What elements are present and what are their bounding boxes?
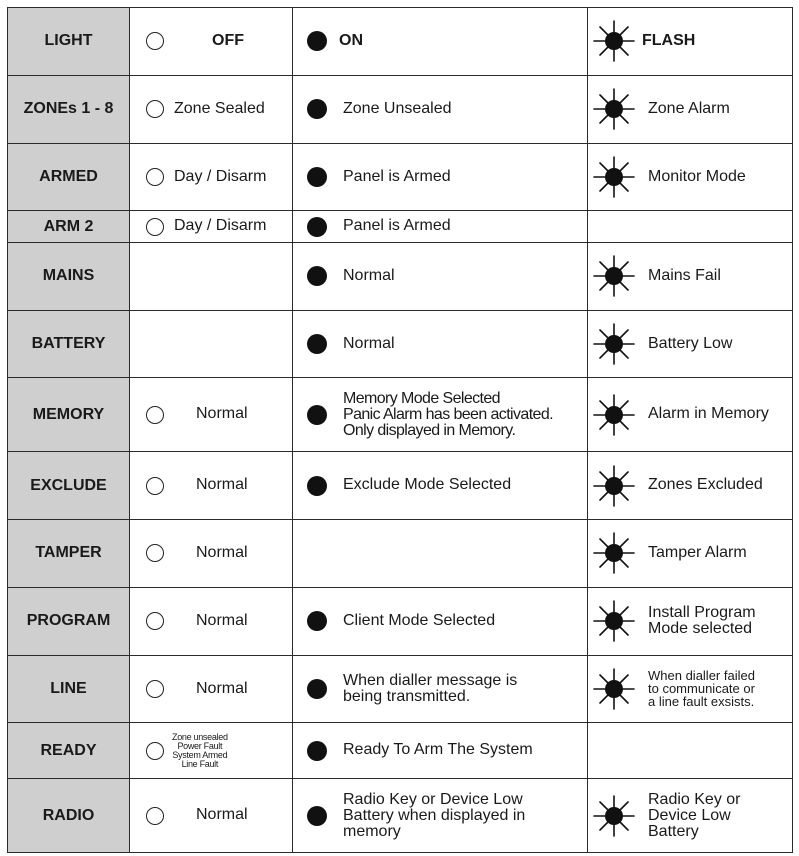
empty-circle-icon bbox=[146, 477, 164, 495]
flash-description: Zones Excluded bbox=[648, 476, 763, 494]
on-description-line: Panic Alarm has been activated. bbox=[343, 405, 553, 423]
flash-description: Battery Low bbox=[648, 334, 733, 352]
flash-cell-content bbox=[588, 723, 792, 778]
status-row bbox=[8, 779, 793, 853]
flash-description bbox=[648, 605, 756, 637]
header-light: LIGHT bbox=[8, 8, 130, 76]
on-cell-content bbox=[293, 76, 587, 143]
flashing-star-icon bbox=[592, 322, 636, 366]
flashing-star-icon bbox=[592, 464, 636, 508]
light-name-armed: ARMED bbox=[8, 143, 130, 211]
filled-circle-icon bbox=[307, 741, 327, 761]
off-description: Normal bbox=[196, 544, 248, 561]
status-row bbox=[8, 378, 793, 452]
off-cell bbox=[130, 779, 293, 853]
off-cell bbox=[130, 242, 293, 310]
empty-circle-icon bbox=[146, 612, 164, 630]
off-cell-content bbox=[130, 378, 292, 451]
light-name-memory: MEMORY bbox=[8, 378, 130, 452]
off-cell-content bbox=[130, 311, 292, 378]
light-name-program: PROGRAM bbox=[8, 587, 130, 655]
flash-cell-content bbox=[588, 452, 792, 519]
flash-cell bbox=[588, 75, 793, 143]
on-description: Normal bbox=[343, 334, 395, 352]
off-description: Normal bbox=[196, 806, 248, 824]
on-cell-content bbox=[293, 211, 587, 242]
flash-description-line: Install Program bbox=[648, 604, 756, 622]
on-description-line: Memory Mode Selected bbox=[343, 389, 500, 407]
off-description-line: System Armed bbox=[172, 749, 228, 760]
flash-cell bbox=[588, 779, 793, 853]
on-description-line: Radio Key or Device Low bbox=[343, 790, 523, 808]
off-description-line: Line Fault bbox=[181, 758, 219, 769]
on-description: Ready To Arm The System bbox=[343, 741, 533, 759]
flash-cell bbox=[588, 587, 793, 655]
flash-cell-content bbox=[588, 144, 792, 211]
flashing-star-icon bbox=[592, 794, 636, 838]
status-row bbox=[8, 242, 793, 310]
off-description: Normal bbox=[196, 679, 248, 697]
on-cell bbox=[293, 211, 588, 243]
off-cell bbox=[130, 587, 293, 655]
on-cell bbox=[293, 723, 588, 779]
off-cell bbox=[130, 75, 293, 143]
flash-cell-content bbox=[588, 779, 792, 852]
off-cell bbox=[130, 211, 293, 243]
empty-circle-icon bbox=[146, 544, 164, 562]
status-row bbox=[8, 723, 793, 779]
on-cell bbox=[293, 452, 588, 520]
flash-cell-content bbox=[588, 243, 792, 310]
off-description-line: Power Fault bbox=[177, 740, 223, 751]
off-description-line: Zone unsealed bbox=[172, 731, 228, 742]
on-cell-content bbox=[293, 378, 587, 451]
on-cell-content bbox=[293, 144, 587, 211]
flash-cell bbox=[588, 143, 793, 211]
on-cell-content bbox=[293, 243, 587, 310]
on-cell-content bbox=[293, 656, 587, 723]
on-cell-content bbox=[293, 452, 587, 519]
off-cell-content bbox=[130, 144, 292, 211]
flash-cell bbox=[588, 310, 793, 378]
filled-circle-icon bbox=[307, 99, 327, 119]
header-off-cell bbox=[130, 8, 293, 76]
header-on-cell bbox=[293, 8, 588, 76]
header-flash-cell bbox=[588, 8, 793, 76]
light-name-zones-1-8: ZONEs 1 - 8 bbox=[8, 75, 130, 143]
status-row bbox=[8, 75, 793, 143]
flash-description bbox=[648, 792, 741, 840]
status-row bbox=[8, 520, 793, 588]
light-name-tamper: TAMPER bbox=[8, 520, 130, 588]
flashing-star-icon bbox=[592, 599, 636, 643]
off-cell-content bbox=[130, 588, 292, 655]
on-cell-content bbox=[293, 520, 587, 587]
off-cell bbox=[130, 520, 293, 588]
flash-cell-content bbox=[588, 311, 792, 378]
on-cell bbox=[293, 378, 588, 452]
status-row bbox=[8, 587, 793, 655]
led-status-table bbox=[7, 7, 793, 853]
flash-description-line: Battery bbox=[648, 822, 699, 840]
off-description: Day / Disarm bbox=[174, 217, 267, 235]
header-on-label: ON bbox=[339, 31, 363, 49]
header-row bbox=[8, 8, 793, 76]
flash-cell bbox=[588, 378, 793, 452]
off-description: Day / Disarm bbox=[174, 167, 267, 185]
empty-circle-icon bbox=[146, 218, 164, 236]
on-cell-content bbox=[293, 588, 587, 655]
off-cell-content bbox=[130, 656, 292, 723]
off-cell bbox=[130, 378, 293, 452]
flash-description-line: to communicate or bbox=[648, 681, 755, 697]
light-name-arm-2: ARM 2 bbox=[8, 211, 130, 243]
off-description: Normal bbox=[196, 476, 248, 494]
off-cell-content bbox=[130, 723, 292, 778]
filled-circle-icon bbox=[307, 405, 327, 425]
flash-description-line: When dialler failed bbox=[648, 668, 755, 684]
status-row bbox=[8, 655, 793, 723]
empty-circle-icon bbox=[146, 742, 164, 760]
on-description: Zone Unsealed bbox=[343, 99, 452, 117]
flash-description-line: a line fault exsists. bbox=[648, 694, 755, 710]
off-cell bbox=[130, 655, 293, 723]
on-cell-content bbox=[293, 723, 587, 778]
flash-cell-content bbox=[588, 588, 792, 655]
on-description-line: being transmitted. bbox=[343, 687, 471, 705]
filled-circle-icon bbox=[307, 334, 327, 354]
flash-cell bbox=[588, 211, 793, 243]
empty-circle-icon bbox=[146, 32, 164, 50]
flash-description bbox=[648, 669, 755, 708]
on-cell-content bbox=[293, 779, 587, 852]
flash-description-line: Radio Key or bbox=[648, 790, 741, 808]
flash-description-line: Mode selected bbox=[648, 620, 753, 638]
flashing-star-icon bbox=[592, 254, 636, 298]
empty-circle-icon bbox=[146, 168, 164, 186]
flash-cell-content bbox=[588, 378, 792, 451]
off-cell bbox=[130, 310, 293, 378]
flash-cell-content bbox=[588, 520, 792, 587]
on-cell bbox=[293, 655, 588, 723]
on-cell bbox=[293, 143, 588, 211]
on-description: Panel is Armed bbox=[343, 217, 451, 235]
off-cell-content bbox=[130, 520, 292, 587]
flash-description: Monitor Mode bbox=[648, 167, 746, 185]
on-description bbox=[343, 792, 587, 840]
off-cell-content bbox=[130, 779, 292, 852]
status-row bbox=[8, 211, 793, 243]
light-name-radio: RADIO bbox=[8, 779, 130, 853]
off-cell bbox=[130, 723, 293, 779]
filled-circle-icon bbox=[307, 806, 327, 826]
off-cell bbox=[130, 452, 293, 520]
empty-circle-icon bbox=[146, 406, 164, 424]
flash-description: Alarm in Memory bbox=[648, 405, 769, 423]
flash-cell bbox=[588, 452, 793, 520]
flash-cell bbox=[588, 520, 793, 588]
flash-description: Tamper Alarm bbox=[648, 544, 747, 561]
on-description bbox=[343, 391, 553, 439]
filled-circle-icon bbox=[307, 266, 327, 286]
flashing-star-icon bbox=[592, 667, 636, 711]
on-description-line: Battery when displayed in memory bbox=[343, 806, 526, 840]
on-description-line: When dialler message is bbox=[343, 671, 518, 689]
on-cell bbox=[293, 242, 588, 310]
flash-description: Zone Alarm bbox=[648, 99, 730, 117]
off-cell bbox=[130, 143, 293, 211]
flash-cell-content bbox=[588, 211, 792, 242]
header-flash-label: FLASH bbox=[642, 31, 696, 49]
filled-circle-icon bbox=[307, 31, 327, 51]
on-cell bbox=[293, 779, 588, 853]
on-description: Normal bbox=[343, 266, 395, 284]
empty-circle-icon bbox=[146, 807, 164, 825]
light-name-ready: READY bbox=[8, 723, 130, 779]
on-description: Panel is Armed bbox=[343, 167, 451, 185]
on-description-line: Only displayed in Memory. bbox=[343, 421, 516, 439]
on-description: Client Mode Selected bbox=[343, 611, 496, 629]
light-name-battery: BATTERY bbox=[8, 310, 130, 378]
on-description bbox=[343, 673, 517, 705]
light-name-exclude: EXCLUDE bbox=[8, 452, 130, 520]
flash-cell bbox=[588, 655, 793, 723]
on-cell bbox=[293, 310, 588, 378]
flashing-star-icon bbox=[592, 531, 636, 575]
on-cell-content bbox=[293, 311, 587, 378]
header-off-label: OFF bbox=[212, 31, 244, 49]
status-row bbox=[8, 452, 793, 520]
filled-circle-icon bbox=[307, 476, 327, 496]
empty-circle-icon bbox=[146, 100, 164, 118]
flash-description: Mains Fail bbox=[648, 266, 721, 284]
flash-cell-content bbox=[588, 76, 792, 143]
flashing-star-icon bbox=[592, 19, 636, 63]
on-cell bbox=[293, 587, 588, 655]
off-cell-content bbox=[130, 452, 292, 519]
flash-cell bbox=[588, 242, 793, 310]
off-description: Zone Sealed bbox=[174, 99, 265, 117]
flashing-star-icon bbox=[592, 155, 636, 199]
flash-cell bbox=[588, 723, 793, 779]
light-name-mains: MAINS bbox=[8, 242, 130, 310]
light-name-line: LINE bbox=[8, 655, 130, 723]
on-description: Exclude Mode Selected bbox=[343, 476, 512, 494]
off-cell-content bbox=[130, 243, 292, 310]
flashing-star-icon bbox=[592, 87, 636, 131]
off-description: Normal bbox=[196, 611, 248, 629]
off-description bbox=[172, 733, 228, 769]
flash-description-line: Device Low bbox=[648, 806, 731, 824]
filled-circle-icon bbox=[307, 679, 327, 699]
empty-circle-icon bbox=[146, 680, 164, 698]
status-row bbox=[8, 143, 793, 211]
filled-circle-icon bbox=[307, 611, 327, 631]
filled-circle-icon bbox=[307, 167, 327, 187]
off-cell-content bbox=[130, 76, 292, 143]
flashing-star-icon bbox=[592, 393, 636, 437]
on-cell bbox=[293, 520, 588, 588]
filled-circle-icon bbox=[307, 217, 327, 237]
flash-cell-content bbox=[588, 656, 792, 723]
off-description: Normal bbox=[196, 405, 248, 423]
off-cell-content bbox=[130, 211, 292, 242]
on-cell bbox=[293, 75, 588, 143]
status-row bbox=[8, 310, 793, 378]
